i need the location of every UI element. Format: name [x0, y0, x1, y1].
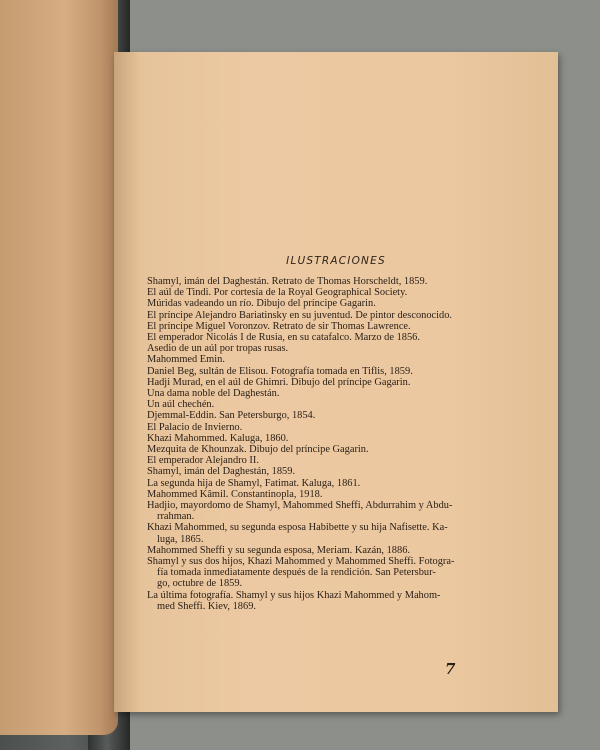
list-item [147, 287, 519, 298]
right-page [114, 52, 558, 712]
entry-continuation: med Sheffi. Kiev, 1869. [157, 600, 256, 612]
list-item [147, 321, 519, 332]
entry-text: Mahommed Kâmil. Constantinopla, 1918. [147, 488, 323, 500]
list-item [147, 522, 519, 544]
list-item [147, 500, 519, 522]
entry-text: Shamyl y sus dos hijos, Khazi Mahommed y Mahommed Sheffi. Fotogra- [147, 556, 455, 568]
list-item [147, 298, 519, 309]
left-page [0, 0, 118, 735]
entry-text: Daniel Beg, sultán de Elisou. Fotografía tomada en Tiflis, 1859. [147, 365, 413, 377]
illustrations-list [147, 276, 519, 612]
list-item [147, 422, 519, 433]
list-item [147, 444, 519, 455]
entry-text: El príncipe Miguel Voronzov. Retrato de sir Thomas Lawrence. [147, 320, 411, 332]
list-item [147, 366, 519, 377]
list-item [147, 276, 519, 287]
entry-text: Mahommed Emin. [147, 354, 225, 366]
entry-text: Asedio de un aúl por tropas rusas. [147, 343, 289, 355]
list-item [147, 455, 519, 466]
entry-text: Mahommed Sheffi y su segunda esposa, Meriam. Kazán, 1886. [147, 544, 410, 556]
list-item [147, 545, 519, 556]
list-item [147, 343, 519, 354]
entry-text: Khazi Mahommed. Kaluga, 1860. [147, 432, 289, 444]
page-number: 7 [445, 660, 456, 678]
entry-text: El Palacio de Invierno. [147, 421, 243, 433]
entry-text: El emperador Alejandro II. [147, 455, 259, 467]
entry-text: Hadji Murad, en el aúl de Ghimri. Dibujo del príncipe Gagarin. [147, 376, 411, 388]
entry-continuation: go, octubre de 1859. [157, 578, 243, 590]
list-item [147, 590, 519, 612]
entry-text: La segunda hija de Shamyl, Fatimat. Kaluga, 1861. [147, 477, 361, 489]
page-heading: ILUSTRACIONES [286, 255, 386, 267]
list-item [147, 354, 519, 365]
entry-text: Hadjio, mayordomo de Shamyl, Mahommed Sheffi, Abdurrahim y Abdu- [147, 500, 453, 512]
list-item [147, 466, 519, 477]
entry-continuation: luga, 1865. [157, 533, 204, 545]
list-item [147, 478, 519, 489]
list-item [147, 556, 519, 590]
entry-text: El príncipe Alejandro Bariatinsky en su juventud. De pintor desconocido. [147, 309, 453, 321]
list-item [147, 388, 519, 399]
list-item [147, 399, 519, 410]
list-item [147, 489, 519, 500]
entry-text: Múridas vadeando un río. Dibujo del príncipe Gagarin. [147, 298, 376, 310]
entry-continuation: rrahman. [157, 511, 195, 523]
entry-text: Shamyl, imán del Daghestán, 1859. [147, 466, 296, 478]
page-content [114, 52, 558, 712]
entry-text: Mezquita de Khounzak. Dibujo del príncipe Gagarin. [147, 444, 369, 456]
entry-text: Khazi Mahommed, su segunda esposa Habibette y su hija Nafisette. Ka- [147, 522, 448, 534]
list-item [147, 310, 519, 321]
list-item [147, 433, 519, 444]
entry-text: La última fotografía. Shamyl y sus hijos Khazi Mahommed y Mahom- [147, 589, 441, 601]
entry-text: El emperador Nicolás I de Rusia, en su catafalco. Marzo de 1856. [147, 332, 420, 344]
list-item [147, 332, 519, 343]
entry-text: El aúl de Tindi. Por cortesía de la Royal Geographical Society. [147, 287, 408, 299]
entry-text: Djemmal-Eddin. San Petersburgo, 1854. [147, 410, 316, 422]
list-item [147, 377, 519, 388]
entry-text: Un aúl chechén. [147, 399, 215, 411]
entry-text: Una dama noble del Daghestán. [147, 388, 280, 400]
list-item [147, 410, 519, 421]
entry-text: Shamyl, imán del Daghestán. Retrato de Thomas Horscheldt, 1859. [147, 276, 428, 287]
entry-continuation: fía tomada inmediatamente después de la rendición. San Petersbur- [157, 567, 436, 579]
